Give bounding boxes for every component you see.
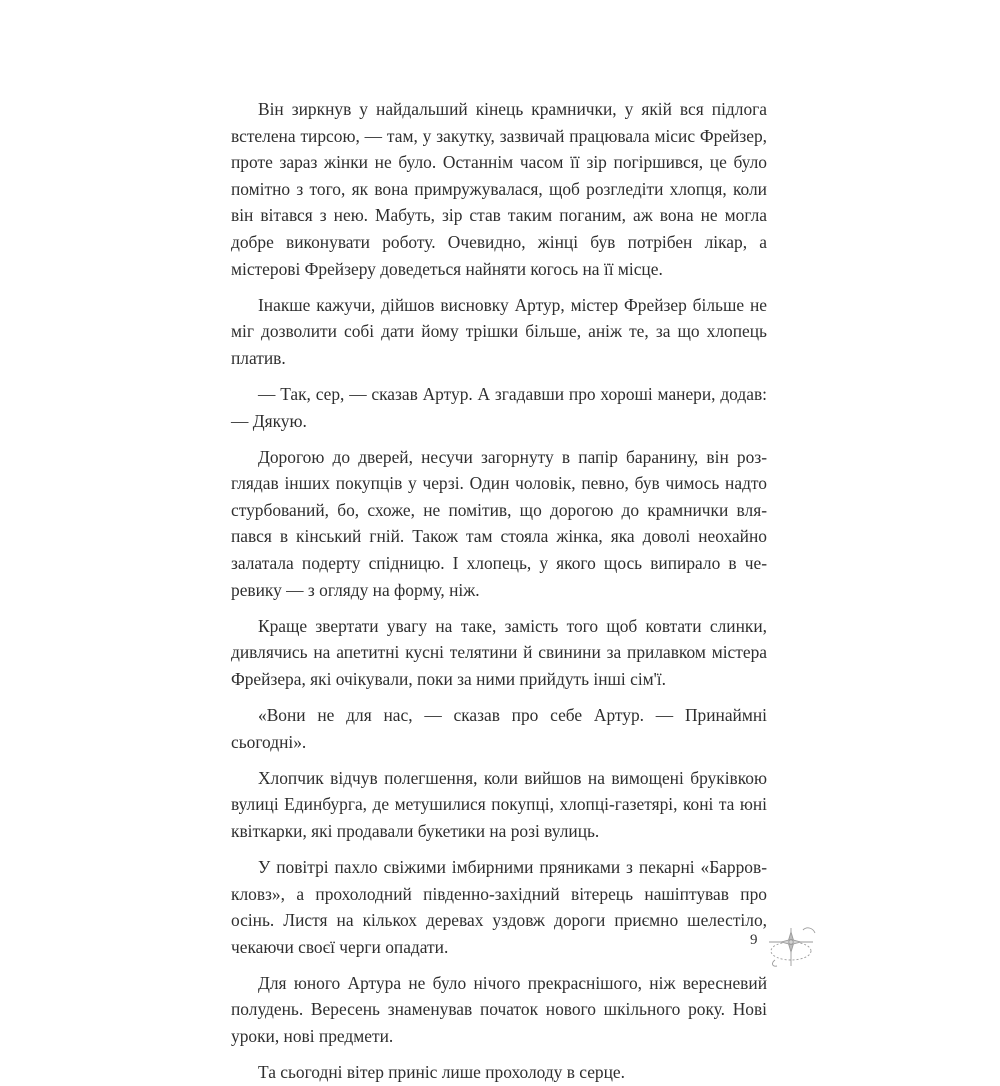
paragraph: Хлопчик відчув полегшення, коли вийшов на вимощені бруківкою вулиці Единбурга, де метушилися покупці, хлопці-газетярі, коні та юні квіткарки, які продавали букетики на розі вулиць. bbox=[231, 767, 767, 841]
paragraph: Інакше кажучи, дійшов висновку Артур, містер Фрейзер більше не міг дозволити собі дати йому трішки більше, аніж те, за що хлопець платив. bbox=[231, 294, 767, 368]
paragraph: Він зиркнув у найдальший кінець крамнички, у якій вся підлога встелена тирсою, — там, у закутку, зазвичай працювала місис Фрейзер, проте зараз жінки не було. Останнім часом її зір погіршився, це було помітно з того, як вона примружувалася, щоб розгледіти хлопця, коли він вітався з нею. Мабуть, зір став таким поганим, аж вона не могла добре виконувати роботу. Очевидно, жінці був потрібен лікар, а містерові Фрейзеру доведеться найняти когось на її місце. bbox=[231, 99, 767, 279]
paragraph: — Так, сер, — сказав Артур. А згадавши про хороші манери, додав: — Дякую. bbox=[231, 383, 767, 431]
body-text bbox=[231, 96, 767, 1086]
paragraph: Для юного Артура не було нічого прекраснішого, ніж вересневий полудень. Вересень знаменував початок нового шкільного року. Нові уроки, нові предмети. bbox=[231, 972, 767, 1046]
paragraph: Дорогою до дверей, несучи загорнуту в папір баранину, він розглядав інших покупців у черзі. Один чоловік, певно, був чимось надто стурбований, бо, схоже, не помітив, що дорогою до крамнички вляпався в кінський гній. Також там стояла жінка, яка доволі неохайно залатала подерту спідницю. І хлопець, у якого щось випирало в черевику — з огляду на форму, ніж. bbox=[231, 446, 767, 600]
paragraph: Краще звертати увагу на таке, замість того щоб ковтати слинки, дивлячись на апетитні кусні телятини й свинини за прилавком містера Фрейзера, які очікували, поки за ними прийдуть інші сім'ї. bbox=[231, 615, 767, 689]
paragraph: У повітрі пахло свіжими імбирними пряниками з пекарні «Барровкловз», а прохолодний південно-західний вітерець нашіптував про осінь. Листя на кількох деревах уздовж дороги приємно шелестіло, чекаючи своєї черги опадати. bbox=[231, 856, 767, 957]
paragraph: Та сьогодні вітер приніс лише прохолоду в серце. bbox=[258, 1062, 625, 1083]
page-number: 9 bbox=[750, 932, 758, 948]
paragraph: «Вони не для нас, — сказав про себе Артур. — Принаймні сьогодні». bbox=[231, 704, 767, 752]
compass-rose-ornament-icon bbox=[763, 920, 825, 970]
